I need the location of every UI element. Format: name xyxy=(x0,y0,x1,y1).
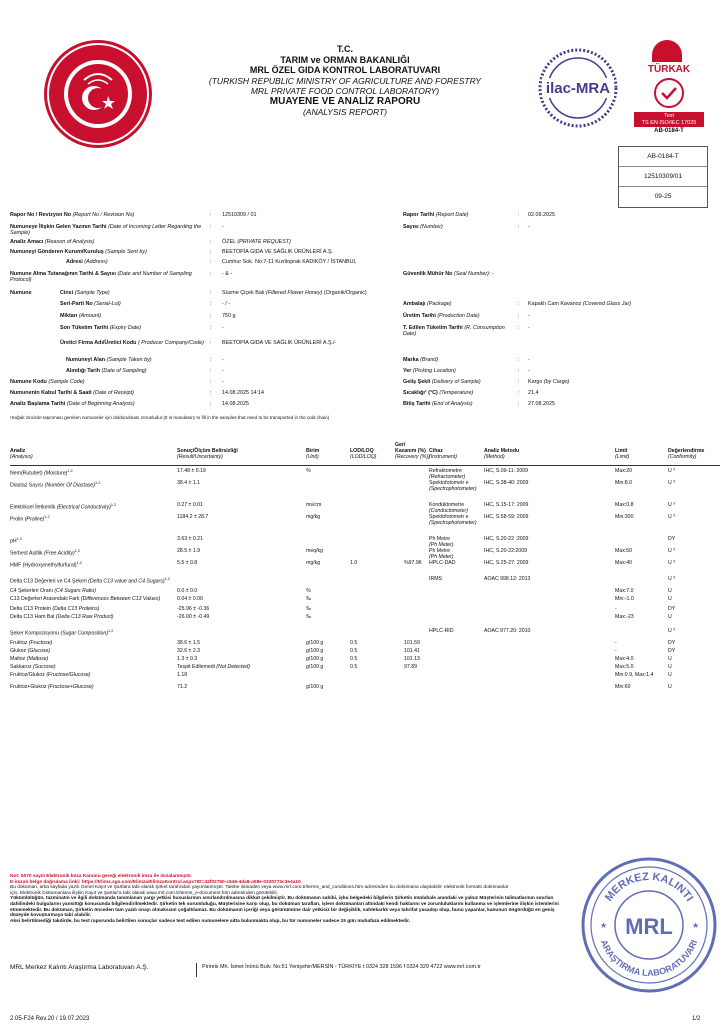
company-name: MRL Merkez Kalıntı Araştırma Laboratuvarı A.Ş. xyxy=(10,964,149,971)
analysis-name: Prolin (Proline)$^{1,2}$ xyxy=(10,515,50,523)
reason-value-en: (PRIVATE REQUEST) xyxy=(237,239,291,245)
sample-type-value-en: (Filtered Flower Honey) xyxy=(266,290,323,296)
method-value: AOAC 977.20: 2010 xyxy=(484,628,531,634)
analysis-end-label: Bitiş Tarihi xyxy=(403,401,431,407)
conformity-value: U xyxy=(668,614,672,620)
receipt-label: Numunenin Kabul Tarihi & Saati xyxy=(10,390,92,396)
unit-value: g/100 g xyxy=(306,664,324,670)
limit-value: Min:0.9, Max:1.4 xyxy=(615,672,654,678)
limit-value: Max:40 xyxy=(615,560,633,566)
limit-value: Max:20 xyxy=(615,468,633,474)
analysis-start-value: 14.08.2025 xyxy=(222,401,249,407)
temperature-en: (Temperature) xyxy=(439,390,474,396)
analysis-name: Diastaz Sayısı (Number Of Diastase)$^{1,2}$ xyxy=(10,481,101,489)
picking-location-en: (Picking Location) xyxy=(412,368,456,374)
sampling-date-en: (Date of Sampling) xyxy=(101,368,147,374)
turkak-test: Test xyxy=(663,113,675,119)
report-date-en: (Report Date) xyxy=(435,212,469,218)
instrument-value: Ph Metre (Ph Meter) xyxy=(429,536,454,549)
sampling-protocol-en: (Date and Number of Sampling Protocol) xyxy=(10,271,192,284)
method-value: IHC, S.38-40: 2009 xyxy=(484,480,529,486)
accreditation-codes xyxy=(618,146,708,208)
limit-value: - xyxy=(615,648,617,654)
conformity-value: U xyxy=(668,588,672,594)
seal-value: - xyxy=(491,271,494,277)
package-value-en: (Covered Glass Jar) xyxy=(582,301,632,307)
cold-chain-footnote: ¹Soğuk zincirde taşınması gereken numuneler için doldurulması zorunludur.(It is mandatory to fill in the samples that need to be transported in the cold chain) xyxy=(10,415,330,420)
letter-date-value: - xyxy=(222,224,224,230)
sample-code-value: - xyxy=(222,379,224,385)
terms-line-1: Bu doküman, arka sayfada yazılı Genel Kayıt ve Şartlara tabi olarak Şirket tarafından yayımlanmıştır. Talebe istinaden veya www.mrl.com.tr/terms_and_conditions.htm adresinden bu dokümana ulaşılabilir; elektronik formattı dokümanlar xyxy=(10,885,509,891)
result-value: 28.5 ± 1.9 xyxy=(177,548,201,554)
temperature-value: 21.4 xyxy=(528,390,539,396)
meta-section: Rapor No / Revizyon No (Report No / Revision No) : 12510309 / 01 Rapor Tarihi (Report Date) : 02.09.2025 Numuneye İlişkin Gelen Yazının Tarihi (Date of Incoming Letter Regarding the Sample) : - Sayısı (Number) : - Analiz Amacı (Reason of Analysis) : ÖZEL (PRIVATE REQUEST) Numuneyi Gönderen Kurum/Kuruluş (Sample Sent by) : BEETOPİA GIDA VE SAĞLIK ÜRÜNLERİ A.Ş. Adresi (Address) : Cumhur Sok. No:7-11 Kızıltoprak KADIKÖY / İSTANBUL Numune Alma Tutanağının Tarihi & Sayısı (Date and Number of Sampling Protocol) : - & - Güvenlik Mühür No (Seal Number): - Numune Cinsi (Sample Type) : Süzme Çiçek Balı (Filtered Flower Honey) (Organik/Organic) Seri-Parti No (Serial-Lot) : - / - Ambalajı (Package) : Kapaklı Cam Kavanoz (Covered Glass Jar) Miktarı (Amount) : 750 g Üretim Tarihi (Production Date) : - Son Tüketim Tarihi (Expiry Date) : - T. Edilen Tüketim Tarihi (R. Consumption Date) : - Üretici Firma Adı/Üretici Kodu ( Producer Company/Code) : BEETOPİA GIDA VE SAĞLIK ÜRÜNLERİ A.Ş./- Numuneyi Alan (Sample Taken by) : - Marka (Brand) : - Alındığı Tarih (Date of Sampling) : - Yer (Picking Location) : - Numune Kodu (Sample Code) : - Geliş Şekli (Delivery of Sample) : Kargo (by Cargo) Numunenin Kabul Tarihi & Saati (Date of Receipt) : 14.08.2025 14:14 Sıcaklığı¹ (°C) (Temperature) : 21.4 Analiz Başlama Tarihi (Date of Beginning Analysis) : 14.08.2025 Bitiş Tarihi (End of Analysis) : 27.08.2025 ¹Soğuk zincirde taşınması gereken numuneler için doldurulması zorunludur.(It is mandatory to fill in the samples that need to be transported in the cold chain) xyxy=(10,212,632,420)
result-value: Tespit Edilemedi (Not Detected) xyxy=(177,664,250,670)
report-no-label: Rapor No / Revizyon No xyxy=(10,212,72,218)
consumption-date-en: (R. Consumption Date) xyxy=(403,325,505,338)
address-value: Cumhur Sok. No:7-11 Kızıltoprak KADIKÖY / İSTANBUL xyxy=(222,259,357,265)
package-value: Kapaklı Cam Kavanoz xyxy=(528,301,582,307)
sender-label: Numuneyi Gönderen Kurum/Kuruluş xyxy=(10,249,104,255)
taken-by-value: - xyxy=(222,357,224,363)
lod-value: 0.5 xyxy=(350,648,358,654)
unit-value: % xyxy=(306,588,311,594)
conformity-value: DY xyxy=(668,648,676,654)
result-value: 1184.2 ± 28.7 xyxy=(177,514,209,520)
production-date-label: Üretim Tarihi xyxy=(403,313,436,319)
sampling-date-label: Alındığı Tarih xyxy=(66,368,101,374)
number-value: - xyxy=(528,224,530,230)
analysis-start-en: (Date of Beginning Analysis) xyxy=(66,401,135,407)
result-value: 38.6 ± 1.5 xyxy=(177,640,201,646)
producer-value: BEETOPİA GIDA VE SAĞLIK ÜRÜNLERİ A.Ş./- xyxy=(222,340,337,346)
header-lab: MRL ÖZEL GIDA KONTROL LABORATUVARI xyxy=(249,65,441,75)
unit-value: ‰ xyxy=(306,614,312,620)
limit-value: Max:5.0 xyxy=(615,664,634,670)
result-value: 17.48 ± 0.19 xyxy=(177,468,206,474)
limit-value: Max:-23 xyxy=(615,614,634,620)
sample-type-label: Cinsi xyxy=(60,290,74,296)
analysis-name: HMF (Hydroxymethylfurfural)$^{1,2}$ xyxy=(10,561,82,569)
lab-stamp xyxy=(580,856,718,994)
delivery-en: (Delivery of Sample) xyxy=(431,379,481,385)
accreditation-code: AB-0184-T xyxy=(619,147,707,167)
column-header: Değerlendirme (Conformity) xyxy=(668,448,705,461)
analysis-name: C4 Şekerleri Oranı (C4 Sugars Ratio) xyxy=(10,588,96,594)
delivery-value-en: (by Cargo) xyxy=(543,379,570,385)
taken-by-en: (Sample Taken by) xyxy=(106,357,152,363)
seal-en: (Seal Number): xyxy=(453,271,491,277)
lod-value: 1.0 xyxy=(350,560,358,566)
lod-value: 0.5 xyxy=(350,640,358,646)
result-value: 1.3 ± 0.3 xyxy=(177,656,198,662)
results-table xyxy=(10,442,720,812)
expiry-en: (Expiry Date) xyxy=(109,325,142,331)
lod-value: 0.5 xyxy=(350,664,358,670)
reason-value: ÖZEL xyxy=(222,239,236,245)
terms-line-5: etmemektedir. Bu doküman, Şirketin önceden tam yazılı onayı olmaksızın çoğaltılamaz. Bu dokümanın içeriği veya görünümüne dair yetkisiz bir değişiklik, sahtekarlık veya tahrifat yasadışı olup, bunu yapanlar, kanunun öngördüğü en geniş xyxy=(10,907,555,913)
reason-label: Analiz Amacı xyxy=(10,239,44,245)
limit-value: Max:4.0 xyxy=(615,656,634,662)
unit-value: mg/kg xyxy=(306,514,321,520)
conformity-value: DY xyxy=(668,536,676,542)
result-value: 71.2 xyxy=(177,684,188,690)
serial-value: - / - xyxy=(222,301,231,307)
instrument-value: Kondüktometre (Conductometer) xyxy=(429,502,468,515)
address-en: (Address) xyxy=(84,259,108,265)
lod-value: 0.5 xyxy=(350,656,358,662)
conformity-value: U ³ xyxy=(668,628,675,634)
report-number-code: 12510309/01 xyxy=(619,167,707,187)
report-title-en: (ANALYSIS REPORT) xyxy=(302,106,388,117)
column-header: Geri Kazanım (%) (Recovery (%)) xyxy=(395,442,430,460)
producer-en: ( Producer Company/Code) xyxy=(137,340,204,346)
limit-value: Min:-1.0 xyxy=(615,596,634,602)
package-en: (Package) xyxy=(426,301,452,307)
analysis-name: Delta C13 Değerleri ve C4 Şekeri (Delta C13 value and C4 Sugars)$^{1,2}$ xyxy=(10,577,170,585)
seal-label: Güvenlik Mühür No xyxy=(403,271,453,277)
conformity-value: U xyxy=(668,596,672,602)
column-header: Limit (Limit) xyxy=(615,448,630,461)
unit-value: g/100 g xyxy=(306,656,324,662)
terms-line-3: Yükümlülüğün, tazminatın ve ilgili dokümanda tanımlanan yargı yetkisi hususlarının sınırlandırılmasına dikkat çekilmiştir. Bu dokümanın sahibi, işbu belgedeki bilgilerin Şirketin müdahale anındaki ve yalnız Müşterinin talimatlarının sınırları xyxy=(10,896,554,902)
method-value: IHC, S.58-59: 2009 xyxy=(484,514,529,520)
result-value: 38.4 ± 1.1 xyxy=(177,480,201,486)
expiry-value: - xyxy=(222,325,224,331)
instrument-value: Refraktometre (Refractometer) xyxy=(429,468,466,481)
delivery-value: Kargo xyxy=(528,379,543,385)
sampling-protocol-label: Numune Alma Tutanağının Tarihi & Sayısı xyxy=(10,271,116,277)
result-value: 3.63 ± 0.21 xyxy=(177,536,203,542)
result-value: 0.27 ± 0.01 xyxy=(177,502,203,508)
stamp-center-text: MRL xyxy=(625,914,673,939)
amount-en: (Amount) xyxy=(78,313,102,319)
taken-by-label: Numuneyi Alan xyxy=(66,357,106,363)
brand-label: Marka xyxy=(403,357,419,363)
turkak-logo xyxy=(634,40,704,142)
recovery-value: 101.59 xyxy=(404,640,420,646)
result-value: -26.00 ± -0.49 xyxy=(177,614,210,620)
instrument-value: Spektofotometr e (Spectrophotometer) xyxy=(429,480,477,493)
terms-line-4: dahilindeki bulgularını yansıttığı konusunda bilgilendirilmektedir. Şirketin tek sorumluluğu, Müşterisine karşı olup, bu doküman tarafları, işlem dokümanları altındaki kendi haklarını ve zorunluluklarını kullanma ve işlemlerine ilişkin istemlerini xyxy=(10,901,559,907)
reason-en: (Reason of Analysis) xyxy=(44,239,95,245)
sample-code-label: Numune Kodu xyxy=(10,379,47,385)
verification-link[interactable]: E-imzalı belge doğrulama linki: https://trlims.sgs.com/Elimza/ElimzaKontrol.aspx?ID=42f02750-c546-4da8-a08e-0320773c3e4a10 xyxy=(10,879,301,885)
analysis-start-label: Analiz Başlama Tarihi xyxy=(10,401,66,407)
svg-text:★: ★ xyxy=(600,921,608,930)
analysis-name: Elektriksel İletkenlik (Electrical Conductivity)$^{1,2}$ xyxy=(10,503,117,511)
header-ministry: TARIM ve ORMAN BAKANLIĞI xyxy=(280,54,410,65)
page-number: 1/2 xyxy=(692,1016,701,1022)
conformity-value: U xyxy=(668,672,672,678)
turkak-code: AB-0184-T xyxy=(654,128,684,134)
picking-location-value: - xyxy=(528,368,530,374)
serial-label: Seri-Parti No xyxy=(60,301,93,307)
analysis-name: Glukoz (Glucose) xyxy=(10,648,51,654)
address-label: Adresi xyxy=(66,259,83,265)
unit-value: ms/cm xyxy=(306,502,322,508)
analysis-end-en: (End of Analysis) xyxy=(431,401,473,407)
sample-code-en: (Sample Code) xyxy=(48,379,85,385)
terms-line-2: için, Elektronik Dokümanlara ilişkin Kayıt ve Şartlar'a tabi olarak www.mrl.com.tr/terms_e-document.htm adresinden görülebilir. xyxy=(10,890,279,896)
result-value: 0.04 ± 0.00 xyxy=(177,596,203,602)
sample-type-en: (Sample Type) xyxy=(74,290,110,296)
sender-en: (Sample Sent by) xyxy=(105,249,147,255)
terms-line-6: düzeyde kovuşturmaya tabi olabilir. xyxy=(10,913,92,919)
ilac-mra-text: ilac-MRA xyxy=(545,80,611,97)
delivery-label: Geliş Şekli xyxy=(403,379,431,385)
conformity-value: U ³ xyxy=(668,560,675,566)
conformity-value: DY xyxy=(668,640,676,646)
conformity-value: U ³ xyxy=(668,548,675,554)
stamp-bottom-text: ARAŞTIRMA LABORATUVARI xyxy=(598,938,700,979)
limit-value: - xyxy=(615,640,617,646)
column-header: LOD/LOQ (LOD/LOQ) xyxy=(350,448,377,461)
analysis-name: Şeker Kompozisyonu (Sugar Composition)$^{1,2}$ xyxy=(10,629,114,637)
form-code: 2.05-F24 Rev.20 / 19.07.2023 xyxy=(10,1016,90,1022)
recovery-value: 97.89 xyxy=(404,664,417,670)
receipt-value: 14.08.2025 14:14 xyxy=(222,390,264,396)
analysis-name: C13 Değerleri Arasındaki Fark (Differences Between C13 Values) xyxy=(10,596,161,602)
amount-label: Miktarı xyxy=(60,313,78,319)
terms-line-7: Aksi belirtilmediği takdirde, bu test raporunda belirtilen sonuçlar sadece test edilen numunelere aitta bulunmakta olup, bu tür numuneler sadece 15 gün muhafaza edilmektedir. xyxy=(10,918,411,924)
analysis-name: Maltoz (Maltose) xyxy=(10,656,49,662)
report-no-en: (Report No / Revision No) xyxy=(72,212,135,218)
checkmark-icon xyxy=(654,78,684,108)
limit-value: Max:0.8 xyxy=(615,502,634,508)
letter-date-en: (Date of Incoming Letter Regarding the Sample) xyxy=(10,224,202,237)
method-value: IHC, S.25-27: 2009 xyxy=(484,560,529,566)
limit-value: Max:50 xyxy=(615,548,633,554)
method-value: IHC, S.20-22:2009 xyxy=(484,548,527,554)
method-value: IHC, S.20-22 :2009 xyxy=(484,536,529,542)
method-value: AOAC 998.12: 2013 xyxy=(484,576,531,582)
table-header xyxy=(10,442,720,466)
result-value: 5.5 ± 0.8 xyxy=(177,560,198,566)
result-value: 32.6 ± 2.3 xyxy=(177,648,201,654)
column-header: Analiz (Analysis) xyxy=(10,448,33,461)
analysis-end-value: 27.08.2025 xyxy=(528,401,555,407)
ilac-mra-logo xyxy=(536,44,620,134)
instrument-value: IRMS xyxy=(429,576,442,582)
analysis-name: Serbest Asitlik (Free Acidity)$^{1,2}$ xyxy=(10,549,80,557)
header-tc: T.C. xyxy=(336,44,353,54)
limit-value: Min:300 xyxy=(615,514,634,520)
package-label: Ambalajı xyxy=(403,301,426,307)
conformity-value: U xyxy=(668,656,672,662)
turkak-name: TÜRKAK xyxy=(647,64,691,75)
result-value: 1.18 xyxy=(177,672,188,678)
svg-text:MERKEZ KALINTI xyxy=(603,871,695,904)
unit-value: ‰ xyxy=(306,596,312,602)
conformity-value: DY xyxy=(668,606,676,612)
analysis-name: Fruktoz+Glukoz (Fructose+Glucose) xyxy=(10,684,94,690)
production-date-en: (Production Date) xyxy=(437,313,480,319)
svg-text:★: ★ xyxy=(692,921,700,930)
letter-date-label: Numuneye İlişkin Gelen Yazının Tarihi xyxy=(10,224,107,230)
analysis-name: Delta C13 Ham Bal (Delta C13 Raw Product) xyxy=(10,614,114,620)
e-signature-note: Not: 5070 sayılı Elektronik İmza Kanunu gereği elektronik imza ile imzalanmıştır. xyxy=(10,874,193,879)
report-date-value: 02.09.2025 xyxy=(528,212,555,218)
method-value: IHC, S.09-11: 2009 xyxy=(484,468,529,474)
analysis-name: Delta C13 Protein (Delta C13 Proteins) xyxy=(10,606,100,612)
unit-value: g/100 g xyxy=(306,684,324,690)
unit-value: mg/kg xyxy=(306,560,321,566)
number-en: (Number) xyxy=(420,224,443,230)
consumption-date-value: - xyxy=(528,325,530,331)
company-address: Pirireis Mh. İsmet İnönü Bulv. No:51 Yenişehir/MERSİN - TÜRKİYE t 0324 328 1596 f 0324 329 4722 www.mrl.com.tr xyxy=(202,964,481,970)
conformity-value: U xyxy=(668,664,672,670)
result-value: 0.0 ± 0.0 xyxy=(177,588,198,594)
picking-location-label: Yer xyxy=(403,368,412,374)
analysis-name: Fruktoz/Glukoz (Fructose/Glucose) xyxy=(10,672,91,678)
sender-value: BEETOPİA GIDA VE SAĞLIK ÜRÜNLERİ A.Ş. xyxy=(222,249,334,255)
method-value: IHC, S.15-17: 2009 xyxy=(484,502,529,508)
limit-value: Min:60 xyxy=(615,684,631,690)
serial-en: (Serial-Lot) xyxy=(94,301,121,307)
sample-type-value: Süzme Çiçek Balı xyxy=(222,290,265,296)
report-title: MUAYENE VE ANALİZ RAPORU xyxy=(269,95,421,107)
sampling-date-value: - xyxy=(222,368,224,374)
analysis-name: Sakkaroz (Sucrose) xyxy=(10,664,56,670)
conformity-value: U ³ xyxy=(668,480,675,486)
analysis-name: pH$^{1,2}$ xyxy=(10,537,22,545)
brand-en: (Brand) xyxy=(420,357,439,363)
number-label: Sayısı xyxy=(403,224,419,230)
conformity-value: U ³ xyxy=(668,502,675,508)
unit-value: meq/kg xyxy=(306,548,324,554)
sampling-protocol-value: - & - xyxy=(222,271,233,277)
column-header: Sonuç/Ölçüm Belirsizliği (Result/Uncertainty) xyxy=(177,448,238,461)
instrument-value: HPLC-DAD xyxy=(429,560,456,566)
unit-value: g/100 g xyxy=(306,648,324,654)
column-header: Cihaz (Instrument) xyxy=(429,448,457,461)
sample-heading: Numune xyxy=(10,290,32,296)
conformity-value: U ³ xyxy=(668,576,675,582)
conformity-value: U ³ xyxy=(668,468,675,474)
report-no-value: 12510309 / 01 xyxy=(222,212,257,218)
stamp-top-text: MERKEZ KALINTI xyxy=(602,870,696,904)
instrument-value: Ph Metre (Ph Meter) xyxy=(429,548,454,561)
producer-label: Üretici Firma Adı/Üretici Kodu xyxy=(60,340,137,346)
production-date-value: - xyxy=(528,313,530,319)
report-date-label: Rapor Tarihi xyxy=(403,212,435,218)
sample-type-organic: (Organik/Organic) xyxy=(323,290,367,296)
ministry-logo xyxy=(44,40,152,148)
limit-value: Max:7.0 xyxy=(615,588,634,594)
instrument-value: Spektofotometr e (Spectrophotometer) xyxy=(429,514,477,527)
unit-value: % xyxy=(306,468,311,474)
column-header: Birim (Unit) xyxy=(306,448,320,461)
result-value: -25.96 ± -0.36 xyxy=(177,606,210,612)
expiry-label: Son Tüketim Tarihi xyxy=(60,325,109,331)
analysis-name: Fruktoz (Fructose) xyxy=(10,640,53,646)
unit-value: ‰ xyxy=(306,606,312,612)
column-header: Analiz Metodu (Method) xyxy=(484,448,520,461)
recovery-value: 101.41 xyxy=(404,648,420,654)
header-lab-en: MRL PRIVATE FOOD CONTROL LABORATORY) xyxy=(250,85,440,96)
recovery-value: %97.96 xyxy=(404,560,422,566)
conformity-value: U ³ xyxy=(668,514,675,520)
limit-value: - xyxy=(615,606,617,612)
report-header xyxy=(180,44,510,117)
header-ministry-en: (TURKISH REPUBLIC MINISTRY OF AGRICULTURE AND FORESTRY xyxy=(208,75,482,86)
receipt-en: (Date of Receipt) xyxy=(93,390,134,396)
turkak-standard: TS EN ISO/IEC 17025 xyxy=(641,119,697,126)
analysis-name: Nem(Rutubet) (Moisture)$^{1,2}$ xyxy=(10,469,73,477)
conformity-value: U xyxy=(668,684,672,690)
amount-value: 750 g xyxy=(222,313,236,319)
brand-value: - xyxy=(528,357,530,363)
limit-value: Min:8.0 xyxy=(615,480,633,486)
svg-text:ARAŞTIRMA LABORATUVARI xyxy=(599,938,700,978)
consumption-date-label: T. Edilen Tüketim Tarihi xyxy=(403,325,463,331)
period-code: 09-25 xyxy=(654,193,672,200)
unit-value: g/100 g xyxy=(306,640,324,646)
temperature-label: Sıcaklığı¹ (°C) xyxy=(403,390,438,396)
instrument-value: HPLC-RID xyxy=(429,628,454,634)
recovery-value: 101.13 xyxy=(404,656,420,662)
